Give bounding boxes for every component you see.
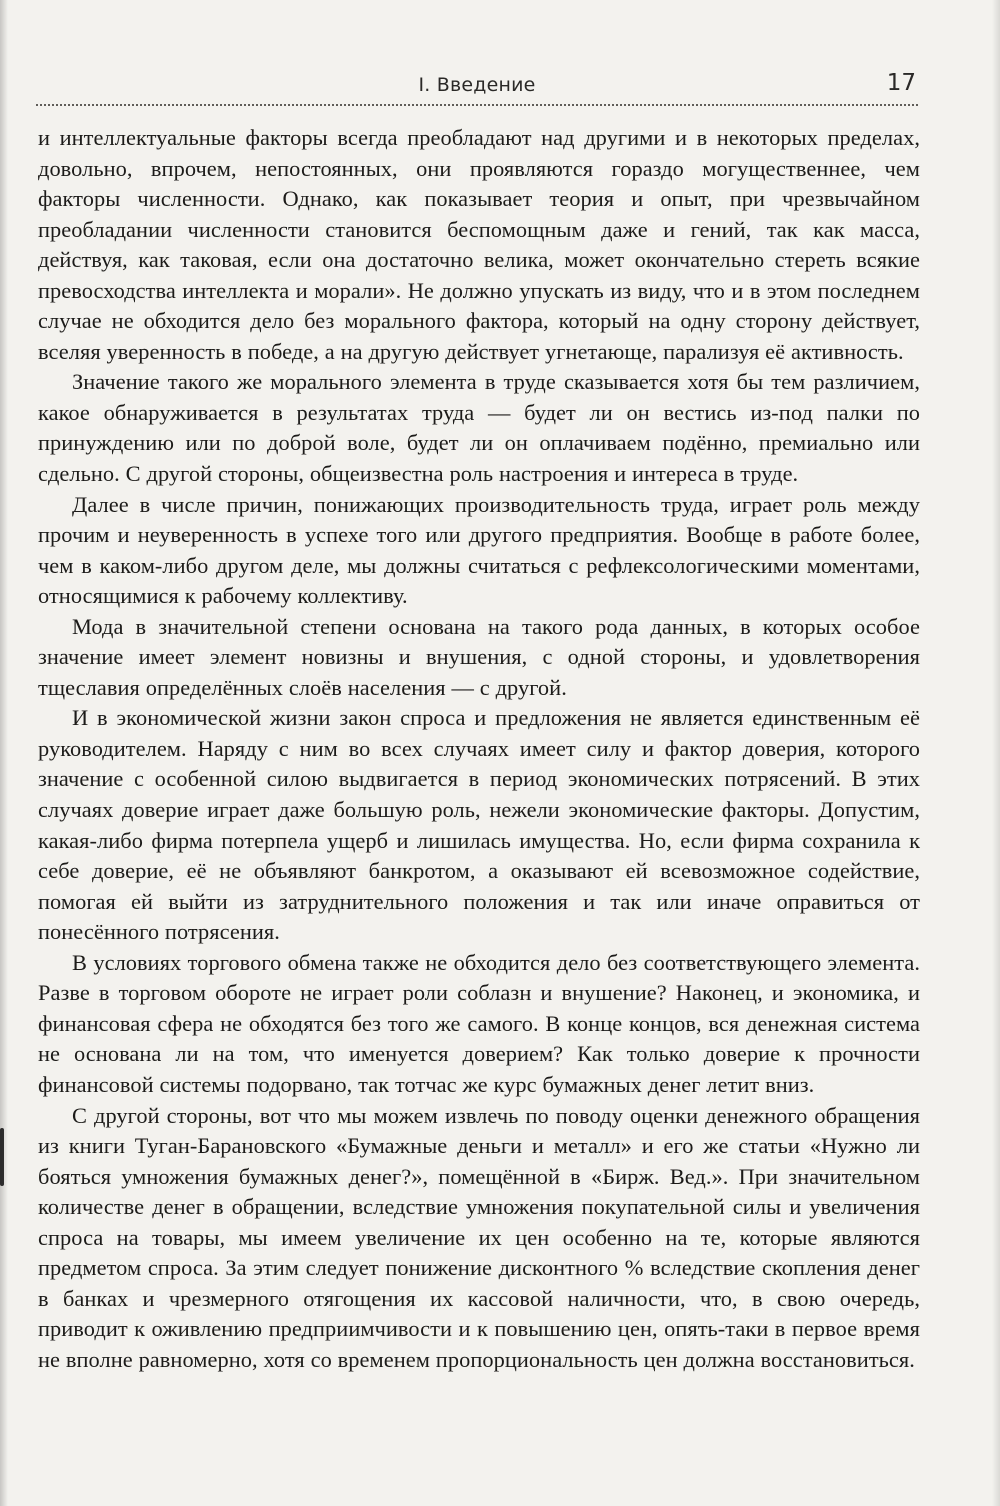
paragraph-continuation: и интеллектуальные факторы всегда преобладают над другими и в некоторых пределах, довольно, впрочем, непостоянных, они проявляются гораздо могущественнее, чем факторы численности. Однако, как показывает теория и опыт, при чрезвычайном преобладании численности становится беспомощным даже и гений, так как масса, действуя, как таковая, если она достаточно велика, может окончательно стереть всякие превосходства интеллекта и морали». Не должно упускать из виду, что и в этом последнем случае не обходится дело без морального фактора, который на одну сторону действует, вселяя уверенность в победе, а на другую действует угнетающе, парализуя её активность. (38, 125, 920, 364)
running-header (36, 68, 918, 106)
paragraph-productivity-causes: Далее в числе причин, понижающих производительность труда, играет роль между прочим и неуверенность в успехе того или другого предприятия. Вообще в работе более, чем в каком-либо другом деле, мы должны считаться с рефлексологическими моментами, относящимися к рабочему коллективу. (38, 491, 920, 609)
paragraph-fashion: Мода в значительной степени основана на такого рода данных, в которых особое значение имеет элемент новизны и внушения, с одной стороны, и удовлетворения тщеславия определённых слоёв населения — с другой. (38, 613, 920, 700)
right-page-edge-shadow (992, 0, 1000, 1506)
main-text-body (38, 123, 920, 1375)
paragraph-economic-trust: И в экономической жизни закон спроса и предложения не является единственным её руководителем. Наряду с ним во всех случаях имеет силу и фактор доверия, которого значение с особенной силою выдвигается в период экономических потрясений. В этих случаях доверие играет даже большую роль, нежели экономические факторы. Допустим, какая-либо фирма потерпела ущерб и лишилась имущества. Но, если фирма сохранила к себе доверие, её не объявляют банкротом, а оказывают ей всевозможное содействие, помогая ей выйти из затруднительного положения и так или иначе оправиться от понесённого потрясения. (38, 705, 920, 945)
paragraph-money-circulation: С другой стороны, вот что мы можем извлечь по поводу оценки денежного обращения из книги Туган-Барановского «Бумажные деньги и металл» и его же статьи «Нужно ли бояться умножения бумажных денег?», помещённой в «Бирж. Вед.». При значительном количестве денег в обращении, вследствие умножения покупательной силы и увеличения спроса на товары, мы имеем увеличение их цен особенно на те, которые являются предметом спроса. За этим следует понижение дисконтного % вследствие скопления денег в банках и чрезмерного отягощения их кассовой наличности, что, в свою очередь, приводит к оживлению предприимчивости и к повышению цен, опять-таки в первое время не вполне равномерно, хотя со временем пропорциональность цен должна восстановиться. (38, 1102, 920, 1372)
left-page-edge-shadow (0, 0, 8, 1506)
header-dotted-rule (36, 104, 918, 106)
paragraph-trade-exchange: В условиях торгового обмена также не обходится дело без соответствующего элемента. Разве в торговом обороте не играет роли соблазн и внушение? Наконец, и экономика, и финансовая сфера не обходятся без того же самого. В конце концов, вся денежная система не основана ли на том, что именуется доверием? Как только доверие к прочности финансовой системы подорвано, так тотчас же курс бумажных денег летит вниз. (38, 949, 920, 1097)
paragraph-moral-element-labor: Значение такого же морального элемента в труде сказывается хотя бы тем различием, какое обнаруживается в результатах труда — будет ли он вестись из-под палки по принуждению или по доброй воле, будет ли он оплачиваем подённо, премиально или сдельно. С другой стороны, общеизвестна роль настроения и интереса в труде. (38, 369, 920, 487)
left-margin-scan-mark (0, 1128, 4, 1186)
chapter-title: I. Введение (418, 74, 536, 96)
page-number: 17 (886, 70, 916, 96)
